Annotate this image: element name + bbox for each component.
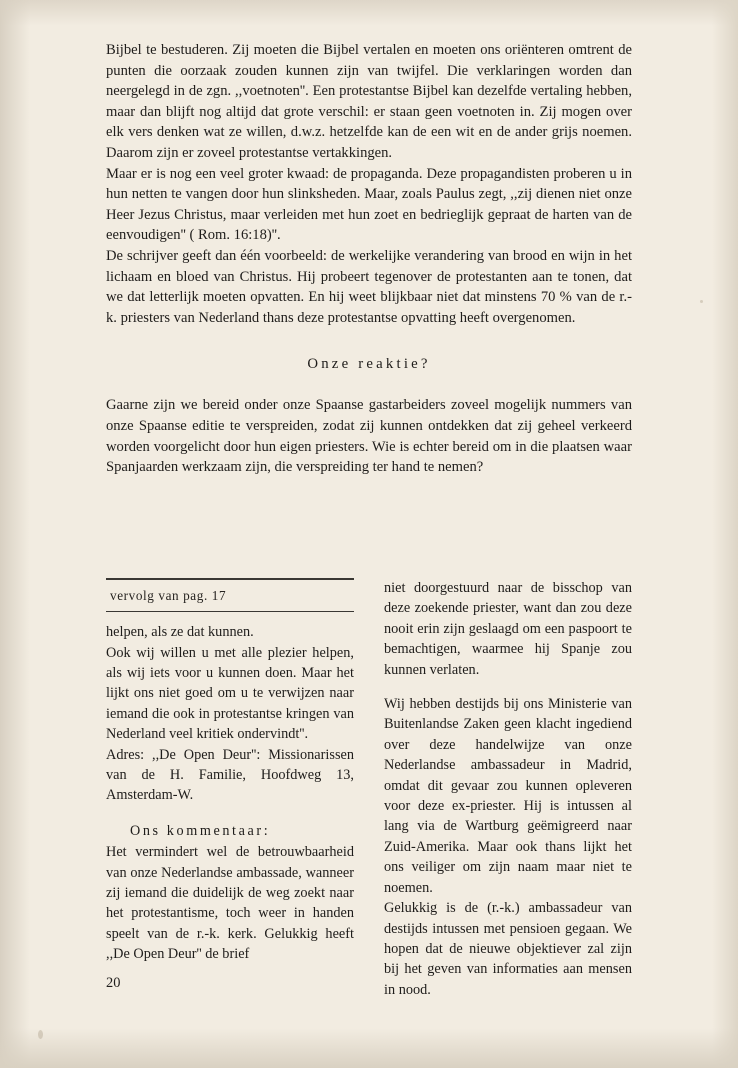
left-paragraph-2: Ook wij willen u met alle plezier helpen, als wij iets voor u kunnen doen. Maar het lijkt ons niet goed om u te verwijzen naar iemand die ook in protestantse kringen van Nederland veel kritiek ondervindt''. xyxy=(106,644,354,743)
page-edge-shadow-right xyxy=(712,0,738,1068)
reaction-section xyxy=(106,395,632,477)
left-column-text xyxy=(106,622,354,965)
page-edge-shadow-top xyxy=(0,0,738,26)
commentary-heading: Ons kommentaar: xyxy=(130,822,271,839)
continuation-note: vervolg van pag. 17 xyxy=(110,587,227,603)
page-number: 20 xyxy=(106,975,121,991)
right-column xyxy=(384,578,632,1000)
intro-paragraphs xyxy=(106,40,632,328)
column-rule-bottom xyxy=(106,611,354,613)
right-paragraph-3: Gelukkig is de (r.-k.) ambassadeur van destijds intussen met pensioen gegaan. We hopen dat de nieuwe objektiever zal zijn bij het geven van informaties aan mensen in nood. xyxy=(384,900,632,998)
left-commentary-paragraph: Het vermindert wel de betrouwbaarheid van onze Nederlandse ambassade, wanneer zij iemand die duidelijk de weg zoekt naar het protestantisme, toch weer in handen speelt van de r.-k. kerk. Gelukkig heeft ,,De Open Deur'' de brief xyxy=(106,844,354,963)
paper-speck xyxy=(700,300,703,303)
right-paragraph-1: niet doorgestuurd naar de bisschop van deze zoekende priester, want dan zou deze nooit erin zijn geslaagd om een paspoort te bemachtigen, waarmee hij Spanje zou kunnen verlaten. xyxy=(384,580,632,678)
left-column xyxy=(106,578,354,1000)
paper-speck xyxy=(38,1030,43,1039)
right-column-text xyxy=(384,578,632,1000)
left-paragraph-1: helpen, als ze dat kunnen. xyxy=(106,624,254,641)
left-paragraph-3: Adres: ,,De Open Deur'': Missionarissen van de H. Familie, Hoofdweg 13, Amsterdam-W. xyxy=(106,746,354,804)
article-body xyxy=(106,40,632,478)
paragraph-2: Maar er is nog een veel groter kwaad: de propaganda. Deze propagandisten proberen u in hun netten te vangen door hun slinksheden. Maar, zoals Paulus zegt, ,,zij dienen niet onze Heer Jezus Christus, maar verleiden met hun zoet en bedrieglijk gepraat de harten van de eenvoudigen'' ( Rom. 16:18)''. xyxy=(106,165,632,244)
reaction-paragraph: Gaarne zijn we bereid onder onze Spaanse gastarbeiders zoveel mogelijk nummers van onze Spaanse editie te verspreiden, zodat zij kunnen ontdekken dat zij geheel verkeerd worden voorgelicht door hun eigen priesters. Wie is echter bereid om in die plaatsen waar Spanjaarden werkzaam zijn, die verspreiding ter hand te nemen? xyxy=(106,397,632,476)
paragraph-3: De schrijver geeft dan één voorbeeld: de werkelijke verandering van brood en wijn in het lichaam en bloed van Christus. Hij probeert tegenover de protestanten aan te tonen, dat we dat letterlijk moeten opvatten. En hij weet blijkbaar niet dat minstens 70 % van de r.-k. priesters van Nederland thans deze protestantse opvatting heeft overgenomen. xyxy=(106,247,632,326)
paragraph-1: Bijbel te bestuderen. Zij moeten die Bijbel vertalen en moeten ons oriënteren omtrent de punten die oorzaak zouden kunnen zijn van twijfel. Die verklaringen worden dan neergelegd in de zgn. ,,voetnoten''. Een protestantse Bijbel kan dezelfde vertaling hebben, maar dan blijft nog altijd dat grote verschil: er staan geen voetnoten in. Zij mogen over elk vers denken wat ze willen, d.w.z. hetzelfde kan de een wit en de ander grijs noemen. Daarom zijn er zoveel protestantse vertakkingen. xyxy=(106,42,632,161)
section-heading: Onze reaktie? xyxy=(307,356,431,373)
page-edge-shadow-bottom xyxy=(0,1028,738,1068)
right-paragraph-2: Wij hebben destijds bij ons Ministerie van Buitenlandse Zaken geen klacht ingediend over deze handelwijze van onze Nederlandse ambassadeur in Madrid, omdat dit gevaar zou kunnen opleveren voor deze ex-priester. Hij is intussen al lang via de Wartburg geëmigreerd naar Zuid-Amerika. Maar ook thans lijkt het ons veiliger om zijn naam maar niet te noemen. xyxy=(384,696,632,896)
two-column-section xyxy=(106,578,632,1000)
page-edge-shadow-left xyxy=(0,0,30,1068)
bleed-through-text xyxy=(150,520,590,542)
